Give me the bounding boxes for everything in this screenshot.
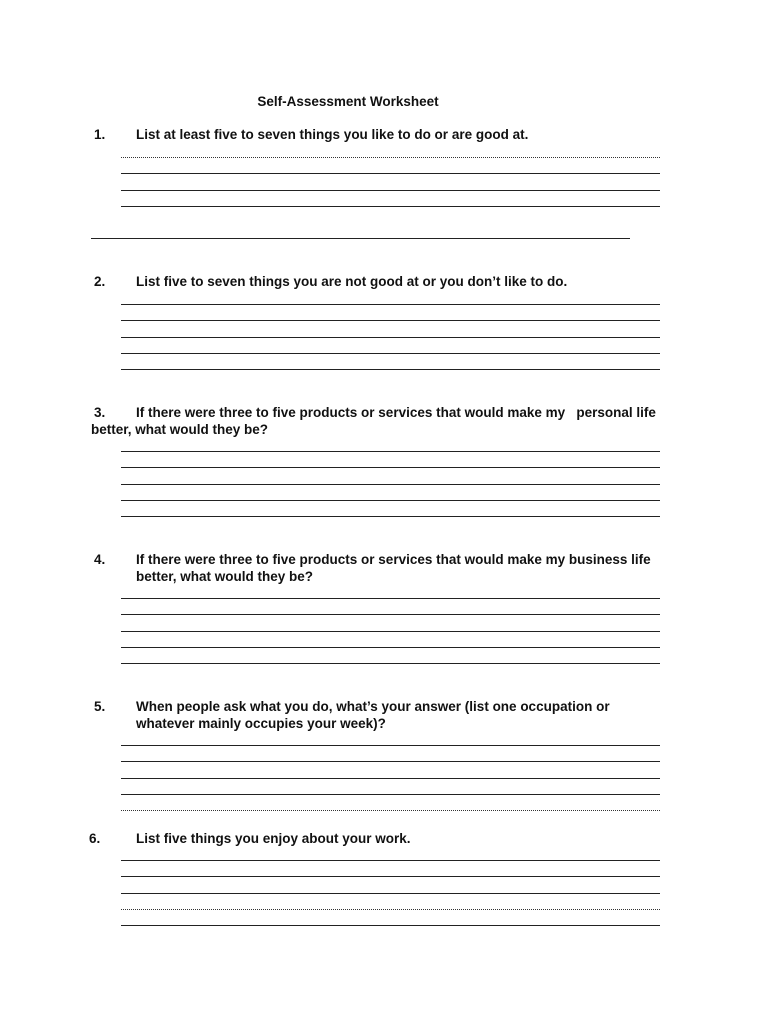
question-text: better, what would they be? [91,422,269,437]
question-text: List at least five to seven things you like to do or are good at. [136,127,529,142]
answer-line[interactable] [121,876,660,877]
answer-line[interactable] [121,173,660,174]
answer-line[interactable] [121,500,660,501]
question-text: better, what would they be? [136,569,314,584]
answer-line[interactable] [121,794,660,795]
answer-line[interactable] [121,647,660,648]
question-text: List five to seven things you are not good at or you don’t like to do. [136,274,568,289]
answer-line[interactable] [121,909,660,910]
question-number: 3. [94,405,106,420]
answer-line[interactable] [121,745,660,746]
question-number: 1. [94,127,106,142]
question-number: 4. [94,552,106,567]
answer-line[interactable] [121,337,660,338]
worksheet-title: Self-Assessment Worksheet [257,94,439,109]
question-number: 2. [94,274,106,289]
question-text: When people ask what you do, what’s your answer (list one occupation or [136,699,610,714]
answer-line[interactable] [121,451,660,452]
answer-line[interactable] [121,598,660,599]
answer-line[interactable] [121,516,660,517]
answer-line[interactable] [121,761,660,762]
question-text: If there were three to five products or services that would make my personal life [136,405,656,420]
question-number: 6. [89,831,101,846]
answer-line[interactable] [121,663,660,664]
question-text: whatever mainly occupies your week)? [136,716,386,731]
question-text: List five things you enjoy about your work. [136,831,411,846]
answer-line[interactable] [121,353,660,354]
answer-line[interactable] [121,157,660,158]
answer-line[interactable] [121,893,660,894]
answer-line[interactable] [121,206,660,207]
answer-line[interactable] [121,778,660,779]
answer-line[interactable] [121,304,660,305]
answer-line[interactable] [121,320,660,321]
answer-line[interactable] [121,484,660,485]
answer-line[interactable] [121,925,660,926]
question-text: If there were three to five products or services that would make my business life [136,552,651,567]
answer-line[interactable] [121,614,660,615]
answer-line[interactable] [121,860,660,861]
question-number: 5. [94,699,106,714]
answer-line[interactable] [91,238,630,239]
answer-line[interactable] [121,631,660,632]
answer-line[interactable] [121,190,660,191]
answer-line[interactable] [121,369,660,370]
answer-line[interactable] [121,810,660,811]
answer-line[interactable] [121,467,660,468]
